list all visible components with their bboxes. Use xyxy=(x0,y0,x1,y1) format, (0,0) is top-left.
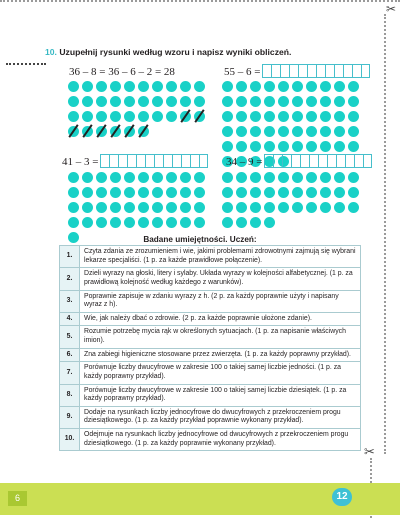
counting-dot xyxy=(180,111,191,122)
skills-row xyxy=(60,326,361,348)
counting-dot xyxy=(306,141,317,152)
counting-dot xyxy=(180,172,191,183)
counting-dot xyxy=(236,202,247,213)
counting-dot xyxy=(236,172,247,183)
skills-row-number: 4. xyxy=(60,312,80,326)
counting-dot xyxy=(250,187,261,198)
counting-dot xyxy=(278,187,289,198)
counting-dot xyxy=(166,81,177,92)
skills-row xyxy=(60,348,361,362)
skills-row-text: Poprawnie zapisuje w zdaniu wyrazy z h. (2 p. za każdy poprawnie użyty i napisany wyraz z h). xyxy=(80,290,361,312)
counting-dot xyxy=(152,81,163,92)
counting-dot xyxy=(278,111,289,122)
counting-dot xyxy=(222,96,233,107)
counting-dot xyxy=(320,141,331,152)
counting-dot xyxy=(166,187,177,198)
counting-dot xyxy=(236,141,247,152)
counting-dot xyxy=(68,111,79,122)
cut-line-vertical xyxy=(384,14,386,454)
counting-dot xyxy=(334,96,345,107)
counting-dot xyxy=(124,111,135,122)
counting-dot xyxy=(236,81,247,92)
counting-dot xyxy=(278,96,289,107)
counting-dot xyxy=(348,187,359,198)
counting-dot xyxy=(264,126,275,137)
counting-dot xyxy=(96,111,107,122)
counting-dot xyxy=(264,81,275,92)
answer-boxes-2[interactable] xyxy=(262,64,370,78)
dot-grid-3 xyxy=(68,172,205,243)
counting-dot xyxy=(96,187,107,198)
skills-row-number: 5. xyxy=(60,326,80,348)
counting-dot xyxy=(166,202,177,213)
skills-row-text: Dzieli wyrazy na głoski, litery i sylaby. Układa wyrazy w kolejności alfabetycznej. (1 p. za prawidłową kolejność według każdego z warunków). xyxy=(80,268,361,290)
counting-dot xyxy=(236,111,247,122)
task-instruction: Uzupełnij rysunki według wzoru i napisz wyniki obliczeń. xyxy=(59,47,292,57)
skills-row xyxy=(60,290,361,312)
skills-row-number: 9. xyxy=(60,406,80,428)
answer-boxes-3[interactable] xyxy=(100,154,208,168)
counting-dot xyxy=(68,96,79,107)
counting-dot xyxy=(292,111,303,122)
counting-dot xyxy=(348,141,359,152)
counting-dot xyxy=(348,202,359,213)
skills-row-text: Porównuje liczby dwucyfrowe w zakresie 100 o takiej samej liczbie jedności. (1 p. za każdy poprawny przykład). xyxy=(80,362,361,384)
counting-dot xyxy=(110,172,121,183)
counting-dot xyxy=(124,126,135,137)
dot-grid-4 xyxy=(222,172,359,228)
counting-dot xyxy=(278,81,289,92)
counting-dot xyxy=(68,172,79,183)
equation-3: 41 – 3 = xyxy=(62,156,99,168)
skills-row-number: 1. xyxy=(60,246,80,268)
counting-dot xyxy=(292,172,303,183)
page-number-right: 12 xyxy=(332,488,352,506)
counting-dot xyxy=(110,126,121,137)
counting-dot xyxy=(124,217,135,228)
skills-row xyxy=(60,246,361,268)
counting-dot xyxy=(306,172,317,183)
counting-dot xyxy=(250,141,261,152)
counting-dot xyxy=(222,202,233,213)
equation-2: 55 – 6 = xyxy=(224,66,261,78)
counting-dot xyxy=(124,187,135,198)
counting-dot xyxy=(264,96,275,107)
skills-row-number: 2. xyxy=(60,268,80,290)
counting-dot xyxy=(138,202,149,213)
counting-dot xyxy=(278,126,289,137)
counting-dot xyxy=(264,187,275,198)
skills-title: Badane umiejętności. Uczeń: xyxy=(143,235,257,244)
counting-dot xyxy=(110,202,121,213)
counting-dot xyxy=(278,202,289,213)
counting-dot xyxy=(334,126,345,137)
counting-dot xyxy=(166,217,177,228)
counting-dot xyxy=(152,217,163,228)
counting-dot xyxy=(320,202,331,213)
counting-dot xyxy=(68,126,79,137)
counting-dot xyxy=(334,202,345,213)
skills-row-text: Porównuje liczby dwucyfrowe w zakresie 100 o takiej samej liczbie dziesiątek. (1 p. za każdy poprawny przykład). xyxy=(80,384,361,406)
skills-row xyxy=(60,384,361,406)
counting-dot xyxy=(236,96,247,107)
counting-dot xyxy=(264,217,275,228)
skills-row-number: 10. xyxy=(60,429,80,451)
skills-row-number: 7. xyxy=(60,362,80,384)
counting-dot xyxy=(348,81,359,92)
counting-dot xyxy=(292,96,303,107)
counting-dot xyxy=(68,217,79,228)
counting-dot xyxy=(138,111,149,122)
scissors-icon: ✂ xyxy=(364,444,375,459)
counting-dot xyxy=(250,202,261,213)
counting-dot xyxy=(292,126,303,137)
counting-dot xyxy=(320,96,331,107)
counting-dot xyxy=(124,202,135,213)
equation-1: 36 – 8 = 36 – 6 – 2 = 28 xyxy=(69,66,175,78)
counting-dot xyxy=(152,172,163,183)
counting-dot xyxy=(194,96,205,107)
skills-row xyxy=(60,429,361,451)
counting-dot xyxy=(82,217,93,228)
counting-dot xyxy=(320,126,331,137)
counting-dot xyxy=(138,96,149,107)
skills-row-text: Odejmuje na rysunkach liczby jednocyfrowe od dwucyfrowych z przekroczeniem progu dziesiątkowego. (1 p. za każdy poprawnie wykonany przykład). xyxy=(80,429,361,451)
counting-dot xyxy=(96,81,107,92)
counting-dot xyxy=(334,172,345,183)
counting-dot xyxy=(180,96,191,107)
counting-dot xyxy=(96,172,107,183)
counting-dot xyxy=(152,111,163,122)
counting-dot xyxy=(250,81,261,92)
counting-dot xyxy=(82,187,93,198)
counting-dot xyxy=(306,187,317,198)
counting-dot xyxy=(124,81,135,92)
counting-dot xyxy=(96,202,107,213)
counting-dot xyxy=(194,202,205,213)
counting-dot xyxy=(306,96,317,107)
counting-dot xyxy=(138,81,149,92)
counting-dot xyxy=(222,217,233,228)
counting-dot xyxy=(138,187,149,198)
counting-dot xyxy=(292,141,303,152)
counting-dot xyxy=(292,187,303,198)
scissors-icon: ✂ xyxy=(386,2,397,16)
counting-dot xyxy=(138,217,149,228)
skills-row-number: 6. xyxy=(60,348,80,362)
counting-dot xyxy=(124,96,135,107)
counting-dot xyxy=(222,126,233,137)
skills-row xyxy=(60,362,361,384)
skills-row-number: 8. xyxy=(60,384,80,406)
counting-dot xyxy=(166,111,177,122)
answer-boxes-4[interactable] xyxy=(264,154,372,168)
counting-dot xyxy=(152,202,163,213)
counting-dot xyxy=(96,126,107,137)
counting-dot xyxy=(236,187,247,198)
counting-dot xyxy=(194,187,205,198)
counting-dot xyxy=(180,187,191,198)
counting-dot xyxy=(166,172,177,183)
counting-dot xyxy=(194,81,205,92)
counting-dot xyxy=(292,81,303,92)
counting-dot xyxy=(180,81,191,92)
counting-dot xyxy=(166,96,177,107)
counting-dot xyxy=(152,187,163,198)
counting-dot xyxy=(320,187,331,198)
counting-dot xyxy=(306,126,317,137)
skills-row-number: 3. xyxy=(60,290,80,312)
counting-dot xyxy=(222,81,233,92)
counting-dot xyxy=(320,111,331,122)
skills-row-text: Rozumie potrzebę mycia rąk w określonych sytuacjach. (1 p. za napisanie właściwych imion). xyxy=(80,326,361,348)
counting-dot xyxy=(348,111,359,122)
counting-dot xyxy=(348,96,359,107)
counting-dot xyxy=(292,202,303,213)
counting-dot xyxy=(82,81,93,92)
counting-dot xyxy=(306,81,317,92)
counting-dot xyxy=(250,126,261,137)
counting-dot xyxy=(68,202,79,213)
dot-grid-1 xyxy=(68,81,205,137)
counting-dot xyxy=(82,172,93,183)
counting-dot xyxy=(96,96,107,107)
skills-row-text: Dodaje na rysunkach liczby jednocyfrowe do dwucyfrowych z przekroczeniem progu dziesiątkowego. (1 p. za każdy przykład poprawnie wykonany przykład). xyxy=(80,406,361,428)
counting-dot xyxy=(278,141,289,152)
counting-dot xyxy=(306,202,317,213)
counting-dot xyxy=(110,81,121,92)
counting-dot xyxy=(250,172,261,183)
counting-dot xyxy=(180,217,191,228)
counting-dot xyxy=(236,126,247,137)
counting-dot xyxy=(264,111,275,122)
page-number-left: 6 xyxy=(8,491,27,506)
counting-dot xyxy=(222,172,233,183)
counting-dot xyxy=(194,217,205,228)
cut-line-top xyxy=(0,0,400,6)
counting-dot xyxy=(82,126,93,137)
counting-dot xyxy=(320,81,331,92)
counting-dot xyxy=(110,96,121,107)
counting-dot xyxy=(82,111,93,122)
counting-dot xyxy=(68,187,79,198)
counting-dot xyxy=(124,172,135,183)
counting-dot xyxy=(110,217,121,228)
counting-dot xyxy=(334,111,345,122)
counting-dot xyxy=(334,141,345,152)
counting-dot xyxy=(334,187,345,198)
counting-dot xyxy=(264,202,275,213)
skills-row xyxy=(60,312,361,326)
equation-4: 34 – 9 = xyxy=(226,156,263,168)
counting-dot xyxy=(306,111,317,122)
counting-dot xyxy=(348,126,359,137)
counting-dot xyxy=(264,141,275,152)
counting-dot xyxy=(110,111,121,122)
counting-dot xyxy=(222,187,233,198)
counting-dot xyxy=(250,96,261,107)
counting-dot xyxy=(138,126,149,137)
skills-row-text: Czyta zdania ze zrozumieniem i wie, jakimi problemami zdrowotnymi zajmują się wybrani lekarze specjaliści. (1 p. za każde prawidłowe połączenie). xyxy=(80,246,361,268)
counting-dot xyxy=(250,111,261,122)
counting-dot xyxy=(334,81,345,92)
skills-row xyxy=(60,406,361,428)
counting-dot xyxy=(82,96,93,107)
counting-dot xyxy=(110,187,121,198)
skills-row xyxy=(60,268,361,290)
counting-dot xyxy=(194,111,205,122)
counting-dot xyxy=(180,202,191,213)
counting-dot xyxy=(250,217,261,228)
task-title xyxy=(45,47,291,57)
counting-dot xyxy=(320,172,331,183)
counting-dot xyxy=(222,141,233,152)
cut-line-left xyxy=(6,63,46,65)
counting-dot xyxy=(194,172,205,183)
counting-dot xyxy=(222,111,233,122)
counting-dot xyxy=(96,217,107,228)
counting-dot xyxy=(264,172,275,183)
skills-row-text: Wie, jak należy dbać o zdrowie. (2 p. za każde poprawnie ułożone zdanie). xyxy=(80,312,361,326)
skills-row-text: Zna zabiegi higieniczne stosowane przez zwierzęta. (1 p. za każdy poprawny przykład). xyxy=(80,348,361,362)
counting-dot xyxy=(82,202,93,213)
counting-dot xyxy=(68,81,79,92)
task-number: 10. xyxy=(45,47,57,57)
counting-dot xyxy=(236,217,247,228)
counting-dot xyxy=(152,96,163,107)
counting-dot xyxy=(348,172,359,183)
skills-table xyxy=(59,245,361,451)
counting-dot xyxy=(138,172,149,183)
counting-dot xyxy=(278,172,289,183)
